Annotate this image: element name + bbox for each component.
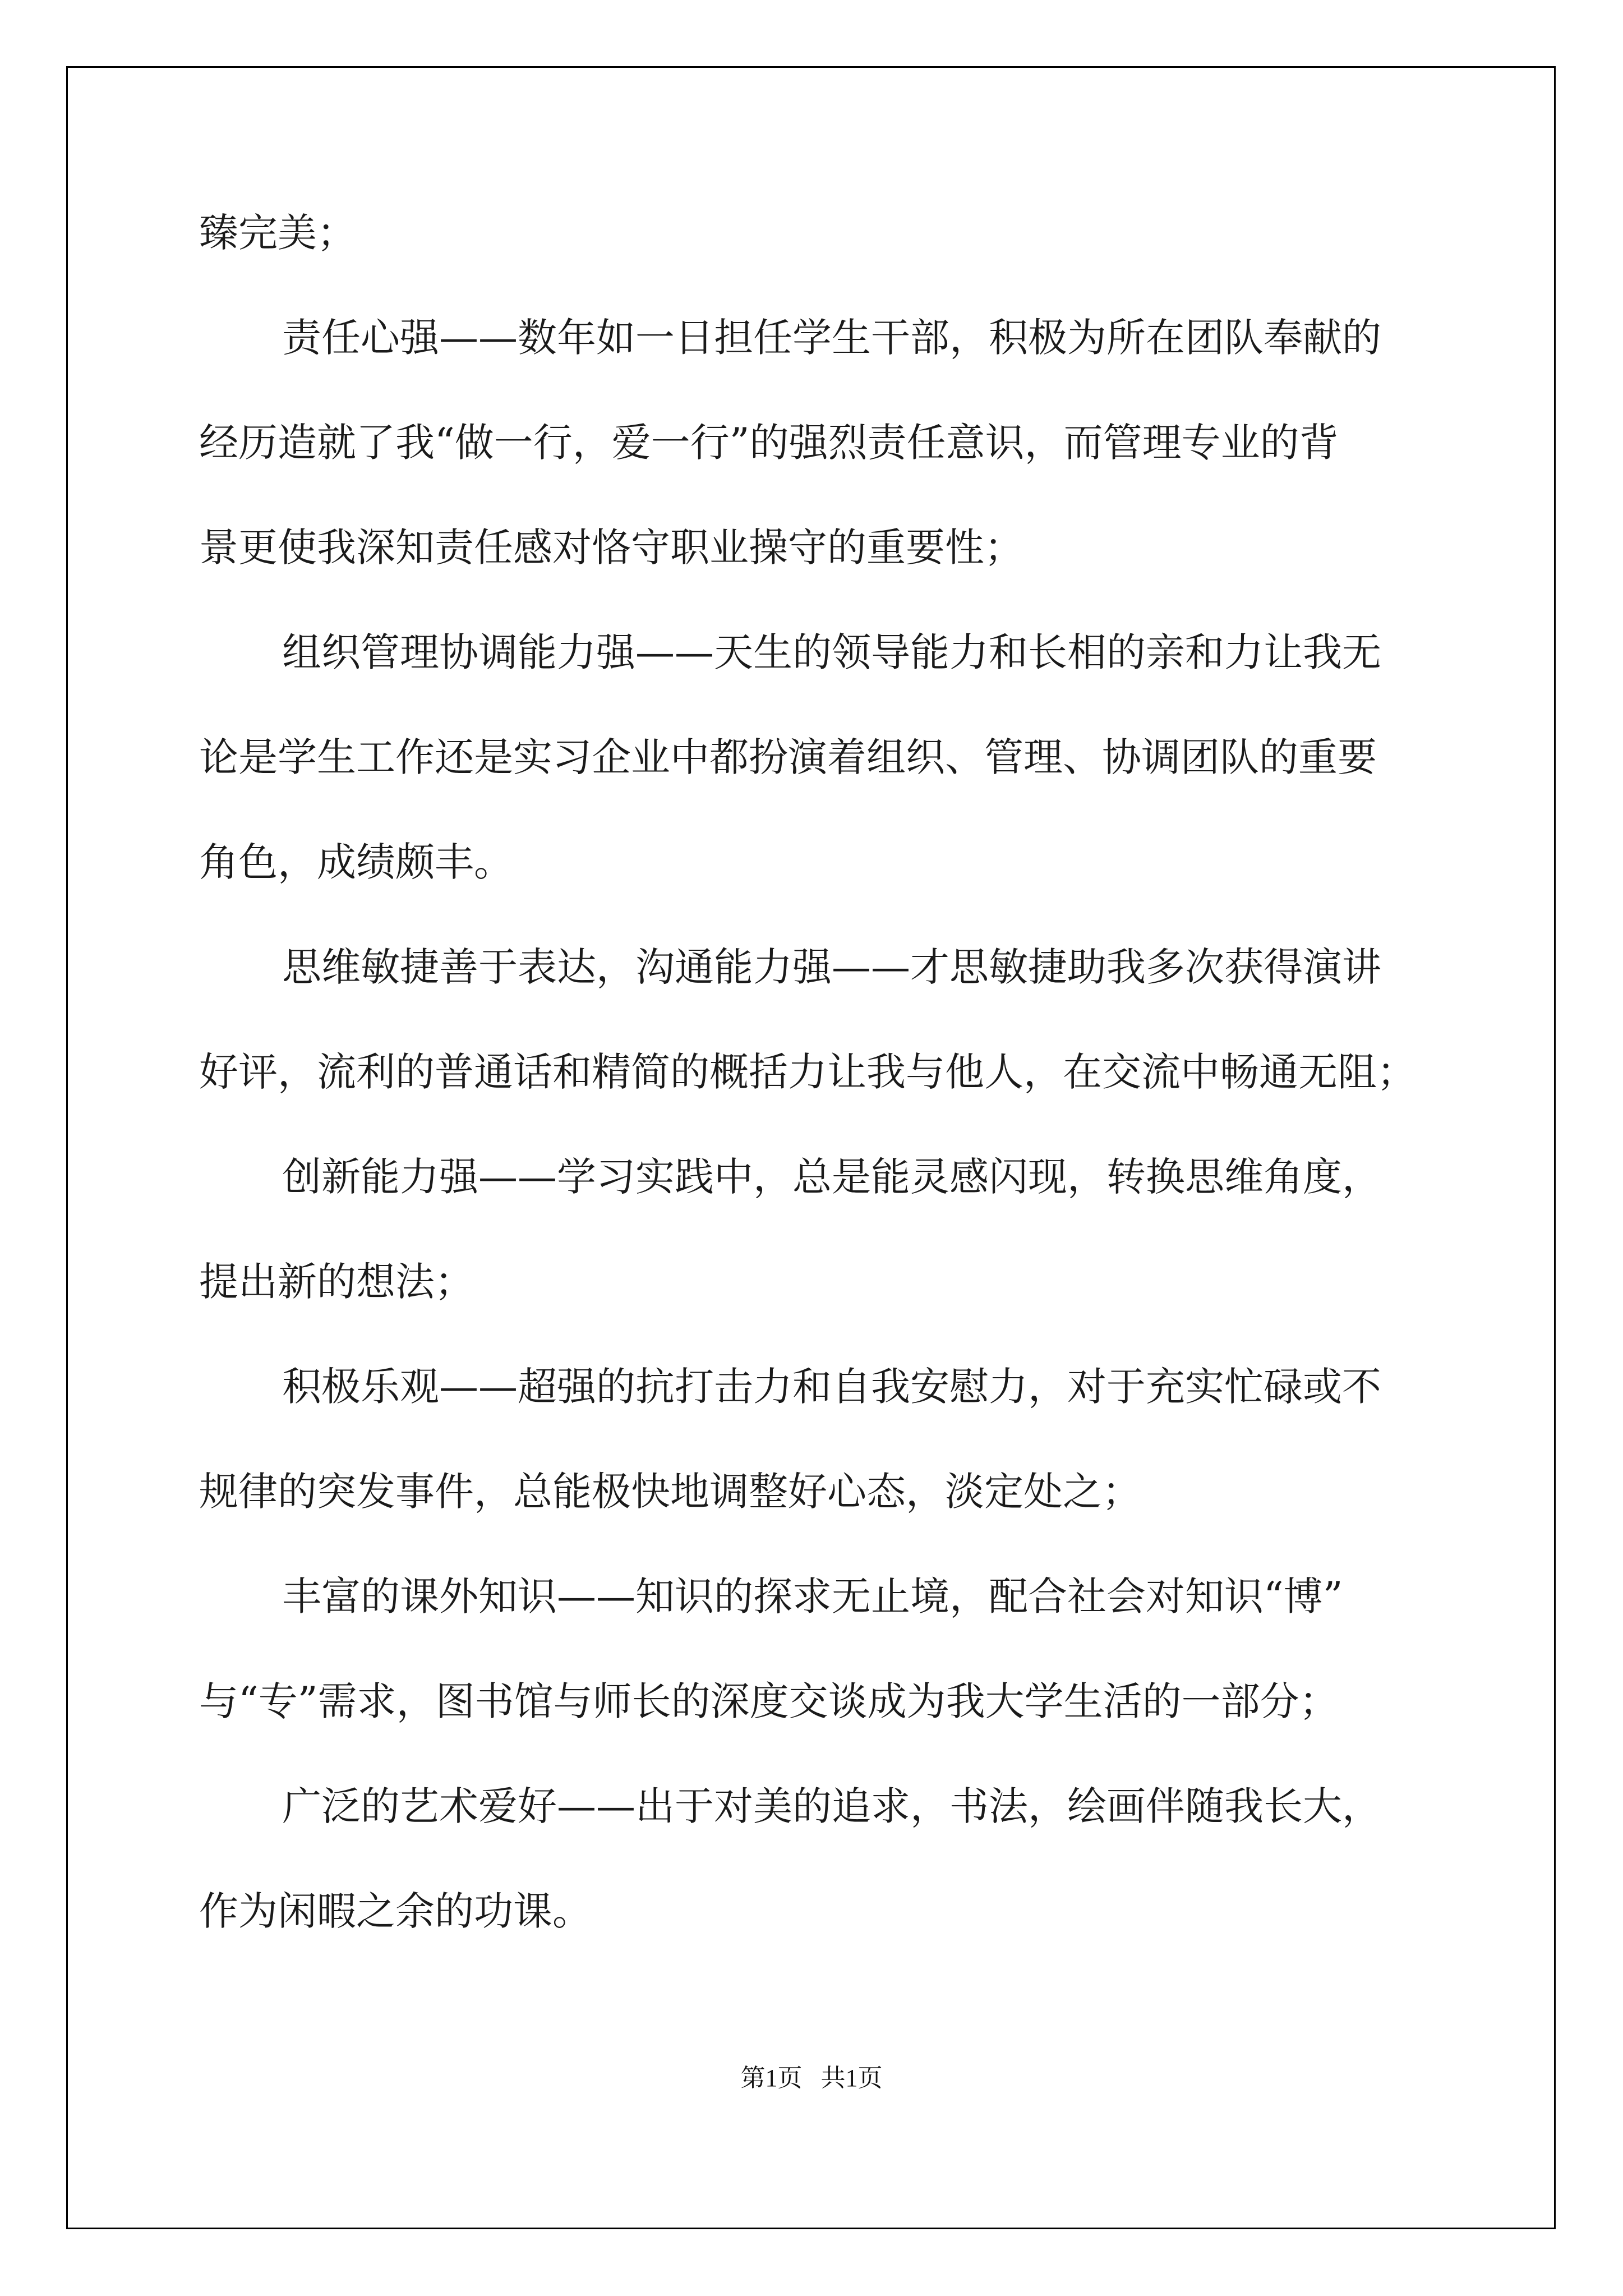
text-line: 好评，流利的普通话和精简的概括力让我与他人，在交流中畅通无阻；: [199, 1049, 1416, 1095]
text-line: 积极乐观——超强的抗打击力和自我安慰力，对于充实忙碌或不: [282, 1364, 1381, 1410]
text-line: 广泛的艺术爱好——出于对美的追求，书法，绘画伴随我长大，: [282, 1783, 1381, 1829]
text-line: 思维敏捷善于表达，沟通能力强——才思敏捷助我多次获得演讲: [282, 944, 1381, 990]
text-line: 创新能力强——学习实践中，总是能灵感闪现，转换思维角度，: [282, 1154, 1381, 1200]
text-line: 责任心强——数年如一日担任学生干部，积极为所在团队奉献的: [282, 315, 1381, 361]
text-line: 论是学生工作还是实习企业中都扮演着组织、管理、协调团队的重要: [199, 734, 1377, 780]
text-line: 组织管理协调能力强——天生的领导能力和长相的亲和力让我无: [282, 629, 1381, 675]
page-number-footer: 第1页 共1页: [740, 2064, 883, 2092]
text-line: 景更使我深知责任感对恪守职业操守的重要性；: [199, 524, 1023, 570]
text-line: 规律的突发事件，总能极快地调整好心态，淡定处之；: [199, 1469, 1141, 1515]
text-line: 提出新的想法；: [199, 1259, 474, 1305]
text-line: 角色，成绩颇丰。: [199, 839, 513, 885]
text-line: 臻完美；: [199, 210, 356, 256]
text-line: 经历造就了我“做一行，爱一行”的强烈责任意识，而管理专业的背: [199, 420, 1339, 466]
text-line: 作为闲暇之余的功课。: [199, 1888, 592, 1934]
text-line: 与“专”需求，图书馆与师长的深度交谈成为我大学生活的一部分；: [199, 1678, 1339, 1724]
text-line: 丰富的课外知识——知识的探求无止境，配合社会对知识“博”: [282, 1573, 1343, 1619]
